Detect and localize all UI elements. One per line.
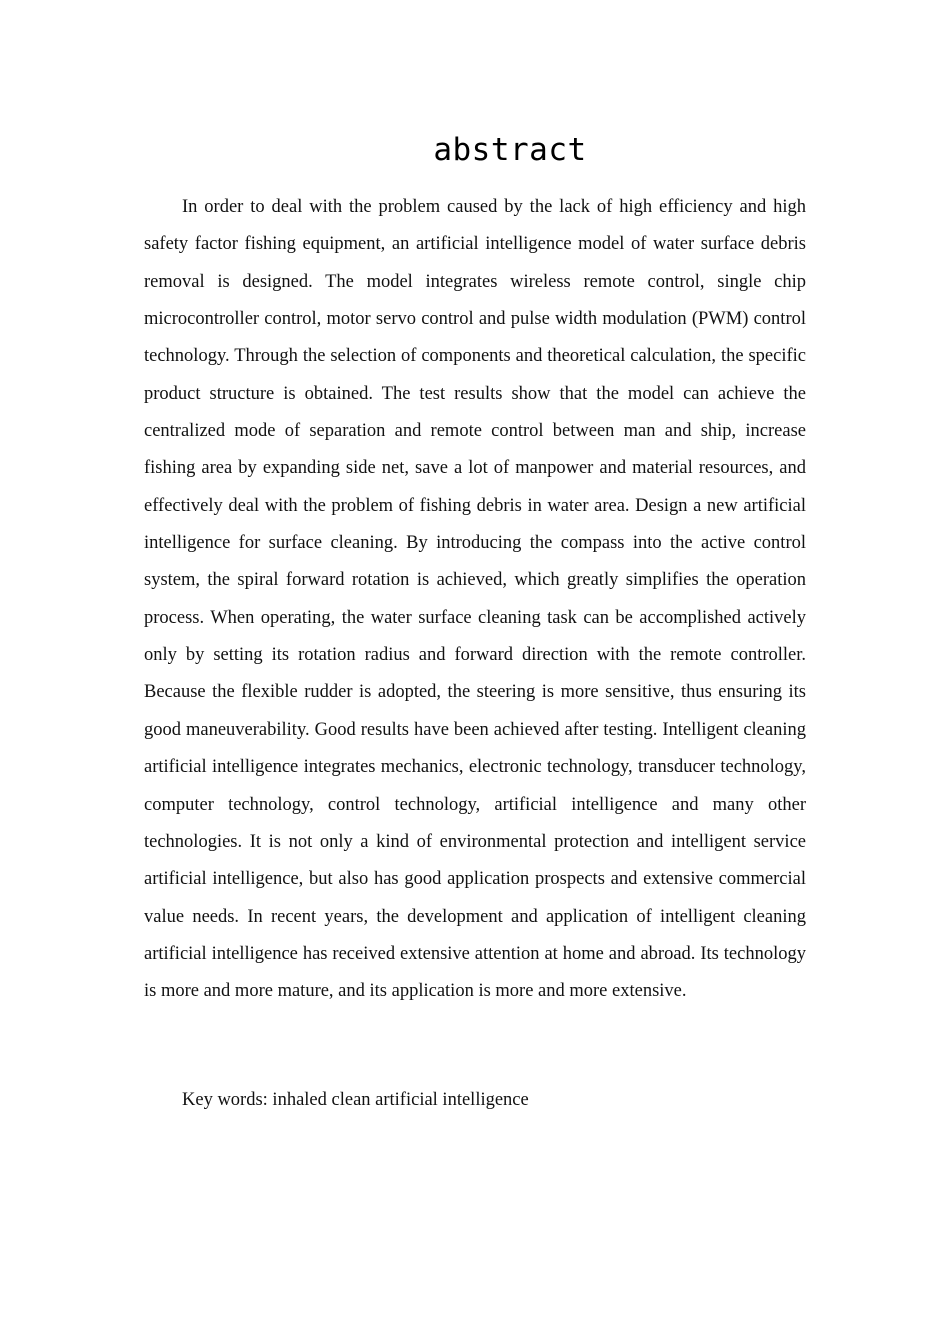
keywords-line: Key words: inhaled clean artificial intelligence xyxy=(182,1090,529,1110)
abstract-title: abstract xyxy=(433,132,587,168)
abstract-paragraph: In order to deal with the problem caused by the lack of high efficiency and high safety factor fishing equipment, an artificial intelligence model of water surface debris removal is designed. The model integrates wireless remote control, single chip microcontroller control, motor servo control and pulse width modulation (PWM) control technology. Through the selection of components and theoretical calculation, the specific product structure is obtained. The test results show that the model can achieve the centralized mode of separation and remote control between man and ship, increase fishing area by expanding side net, save a lot of manpower and material resources, and effectively deal with the problem of fishing debris in water area. Design a new artificial intelligence for surface cleaning. By introducing the compass into the active control system, the spiral forward rotation is achieved, which greatly simplifies the operation process. When operating, the water surface cleaning task can be accomplished actively only by setting its rotation radius and forward direction with the remote controller. Because the flexible rudder is adopted, the steering is more sensitive, thus ensuring its good maneuverability. Good results have been achieved after testing. Intelligent cleaning artificial intelligence integrates mechanics, electronic technology, transducer technology, computer technology, control technology, artificial intelligence and many other technologies. It is not only a kind of environmental protection and intelligent service artificial intelligence, but also has good application prospects and extensive commercial value needs. In recent years, the development and application of intelligent cleaning artificial intelligence has received extensive attention at home and abroad. Its technology is more and more mature, and its application is more and more extensive. xyxy=(144,197,806,1002)
